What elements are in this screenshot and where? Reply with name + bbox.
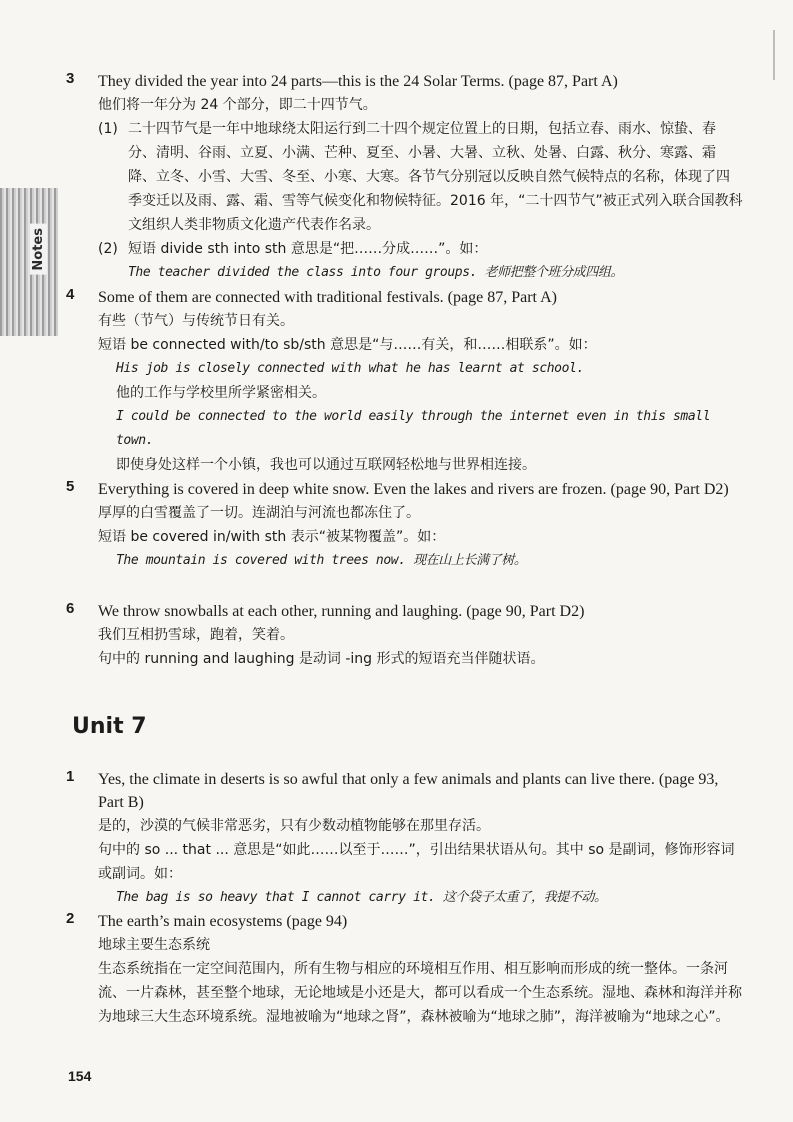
- page-edge-line: [773, 30, 775, 80]
- note-item-5: [66, 478, 743, 573]
- item-explanation: 短语 be covered in/with sth 表示“被某物覆盖”。如：: [98, 529, 446, 545]
- sub-note-1: [98, 117, 743, 237]
- example-sentence: His job is closely connected with what he has learnt at school.: [116, 361, 584, 376]
- item-explanation: 句中的 running and laughing 是动词 -ing 形式的短语充当伴随状语。: [98, 651, 545, 667]
- item-explanation: 句中的 so ... that ... 意思是“如此……以至于……”，引出结果状语从句。其中 so 是副词，修饰形容词或副词。如：: [98, 842, 735, 882]
- item-number: 6: [66, 600, 75, 617]
- sub-note-label: (2): [98, 241, 118, 257]
- item-chinese: 是的，沙漠的气候非常恶劣，只有少数动植物能够在那里存活。: [98, 818, 490, 834]
- sub-note-text: 二十四节气是一年中地球绕太阳运行到二十四个规定位置上的日期，包括立春、雨水、惊蛰、春分、清明、谷雨、立夏、小满、芒种、夏至、小暑、大暑、立秋、处暑、白露、秋分、寒露、霜降、立冬、小雪、大雪、冬至、小寒、大寒。各节气分别冠以反映自然气候特点的名称，体现了四季变迁以及雨、露、霜、雪等气候变化和物候特征。2016 年，“二十四节气”被正式列入联合国教科文组织人类非物质文化遗产代表作名录。: [128, 121, 743, 233]
- item-english: We throw snowballs at each other, running and laughing. (page 90, Part D2): [98, 603, 585, 620]
- item-english: The earth’s main ecosystems (page 94): [98, 913, 348, 930]
- item-number: 1: [66, 768, 75, 785]
- unit-heading: Unit 7: [72, 714, 147, 739]
- item-chinese: 有些（节气）与传统节日有关。: [98, 313, 294, 329]
- unit7-item-1: [66, 768, 743, 910]
- notes-tab-label: Notes: [30, 224, 47, 275]
- item-english: Yes, the climate in deserts is so awful that only a few animals and plants can live there. (page 93, Part B): [98, 771, 719, 811]
- item-chinese: 他们将一年分为 24 个部分，即二十四节气。: [98, 97, 377, 113]
- notes-side-tab: [0, 188, 58, 336]
- item-number: 2: [66, 910, 75, 927]
- note-item-4: [66, 286, 743, 477]
- example-sentence: The teacher divided the class into four groups. 老师把整个班分成四组。: [128, 265, 624, 280]
- item-number: 5: [66, 478, 75, 495]
- item-chinese: 我们互相扔雪球，跑着，笑着。: [98, 627, 294, 643]
- item-number: 3: [66, 70, 75, 87]
- item-chinese: 厚厚的白雪覆盖了一切。连湖泊与河流也都冻住了。: [98, 505, 420, 521]
- item-number: 4: [66, 286, 75, 303]
- sub-note-label: (1): [98, 121, 118, 137]
- unit7-item-2: [66, 910, 743, 1029]
- example-sentence: The bag is so heavy that I cannot carry it. 这个袋子太重了，我提不动。: [116, 890, 607, 905]
- note-item-3: [66, 70, 743, 285]
- example-sentence: The mountain is covered with trees now. 现在山上长满了树。: [116, 553, 527, 568]
- item-explanation: 短语 be connected with/to sb/sth 意思是“与……有关，和……相联系”。如：: [98, 337, 597, 353]
- example-translation: 即使身处这样一个小镇，我也可以通过互联网轻松地与世界相连接。: [116, 457, 536, 473]
- item-english: Everything is covered in deep white snow. Even the lakes and rivers are frozen. (page 90, Part D2): [98, 481, 729, 498]
- note-item-6: [66, 600, 743, 671]
- item-english: Some of them are connected with traditional festivals. (page 87, Part A): [98, 289, 557, 306]
- item-english: They divided the year into 24 parts—this is the 24 Solar Terms. (page 87, Part A): [98, 73, 618, 90]
- page-number: 154: [68, 1068, 92, 1084]
- sub-note-text: 短语 divide sth into sth 意思是“把……分成……”。如：: [128, 241, 488, 257]
- example-translation: 他的工作与学校里所学紧密相关。: [116, 385, 326, 401]
- sub-note-2: [98, 237, 743, 285]
- example-sentence: I could be connected to the world easily through the internet even in this small town.: [116, 409, 711, 448]
- item-explanation: 生态系统指在一定空间范围内，所有生物与相应的环境相互作用、相互影响而形成的统一整体。一条河流、一片森林，甚至整个地球，无论地域是小还是大，都可以看成一个生态系统。湿地、森林和海洋并称为地球三大生态环境系统。湿地被喻为“地球之肾”，森林被喻为“地球之肺”，海洋被喻为“地球之心”。: [98, 961, 742, 1025]
- item-chinese: 地球主要生态系统: [98, 937, 210, 953]
